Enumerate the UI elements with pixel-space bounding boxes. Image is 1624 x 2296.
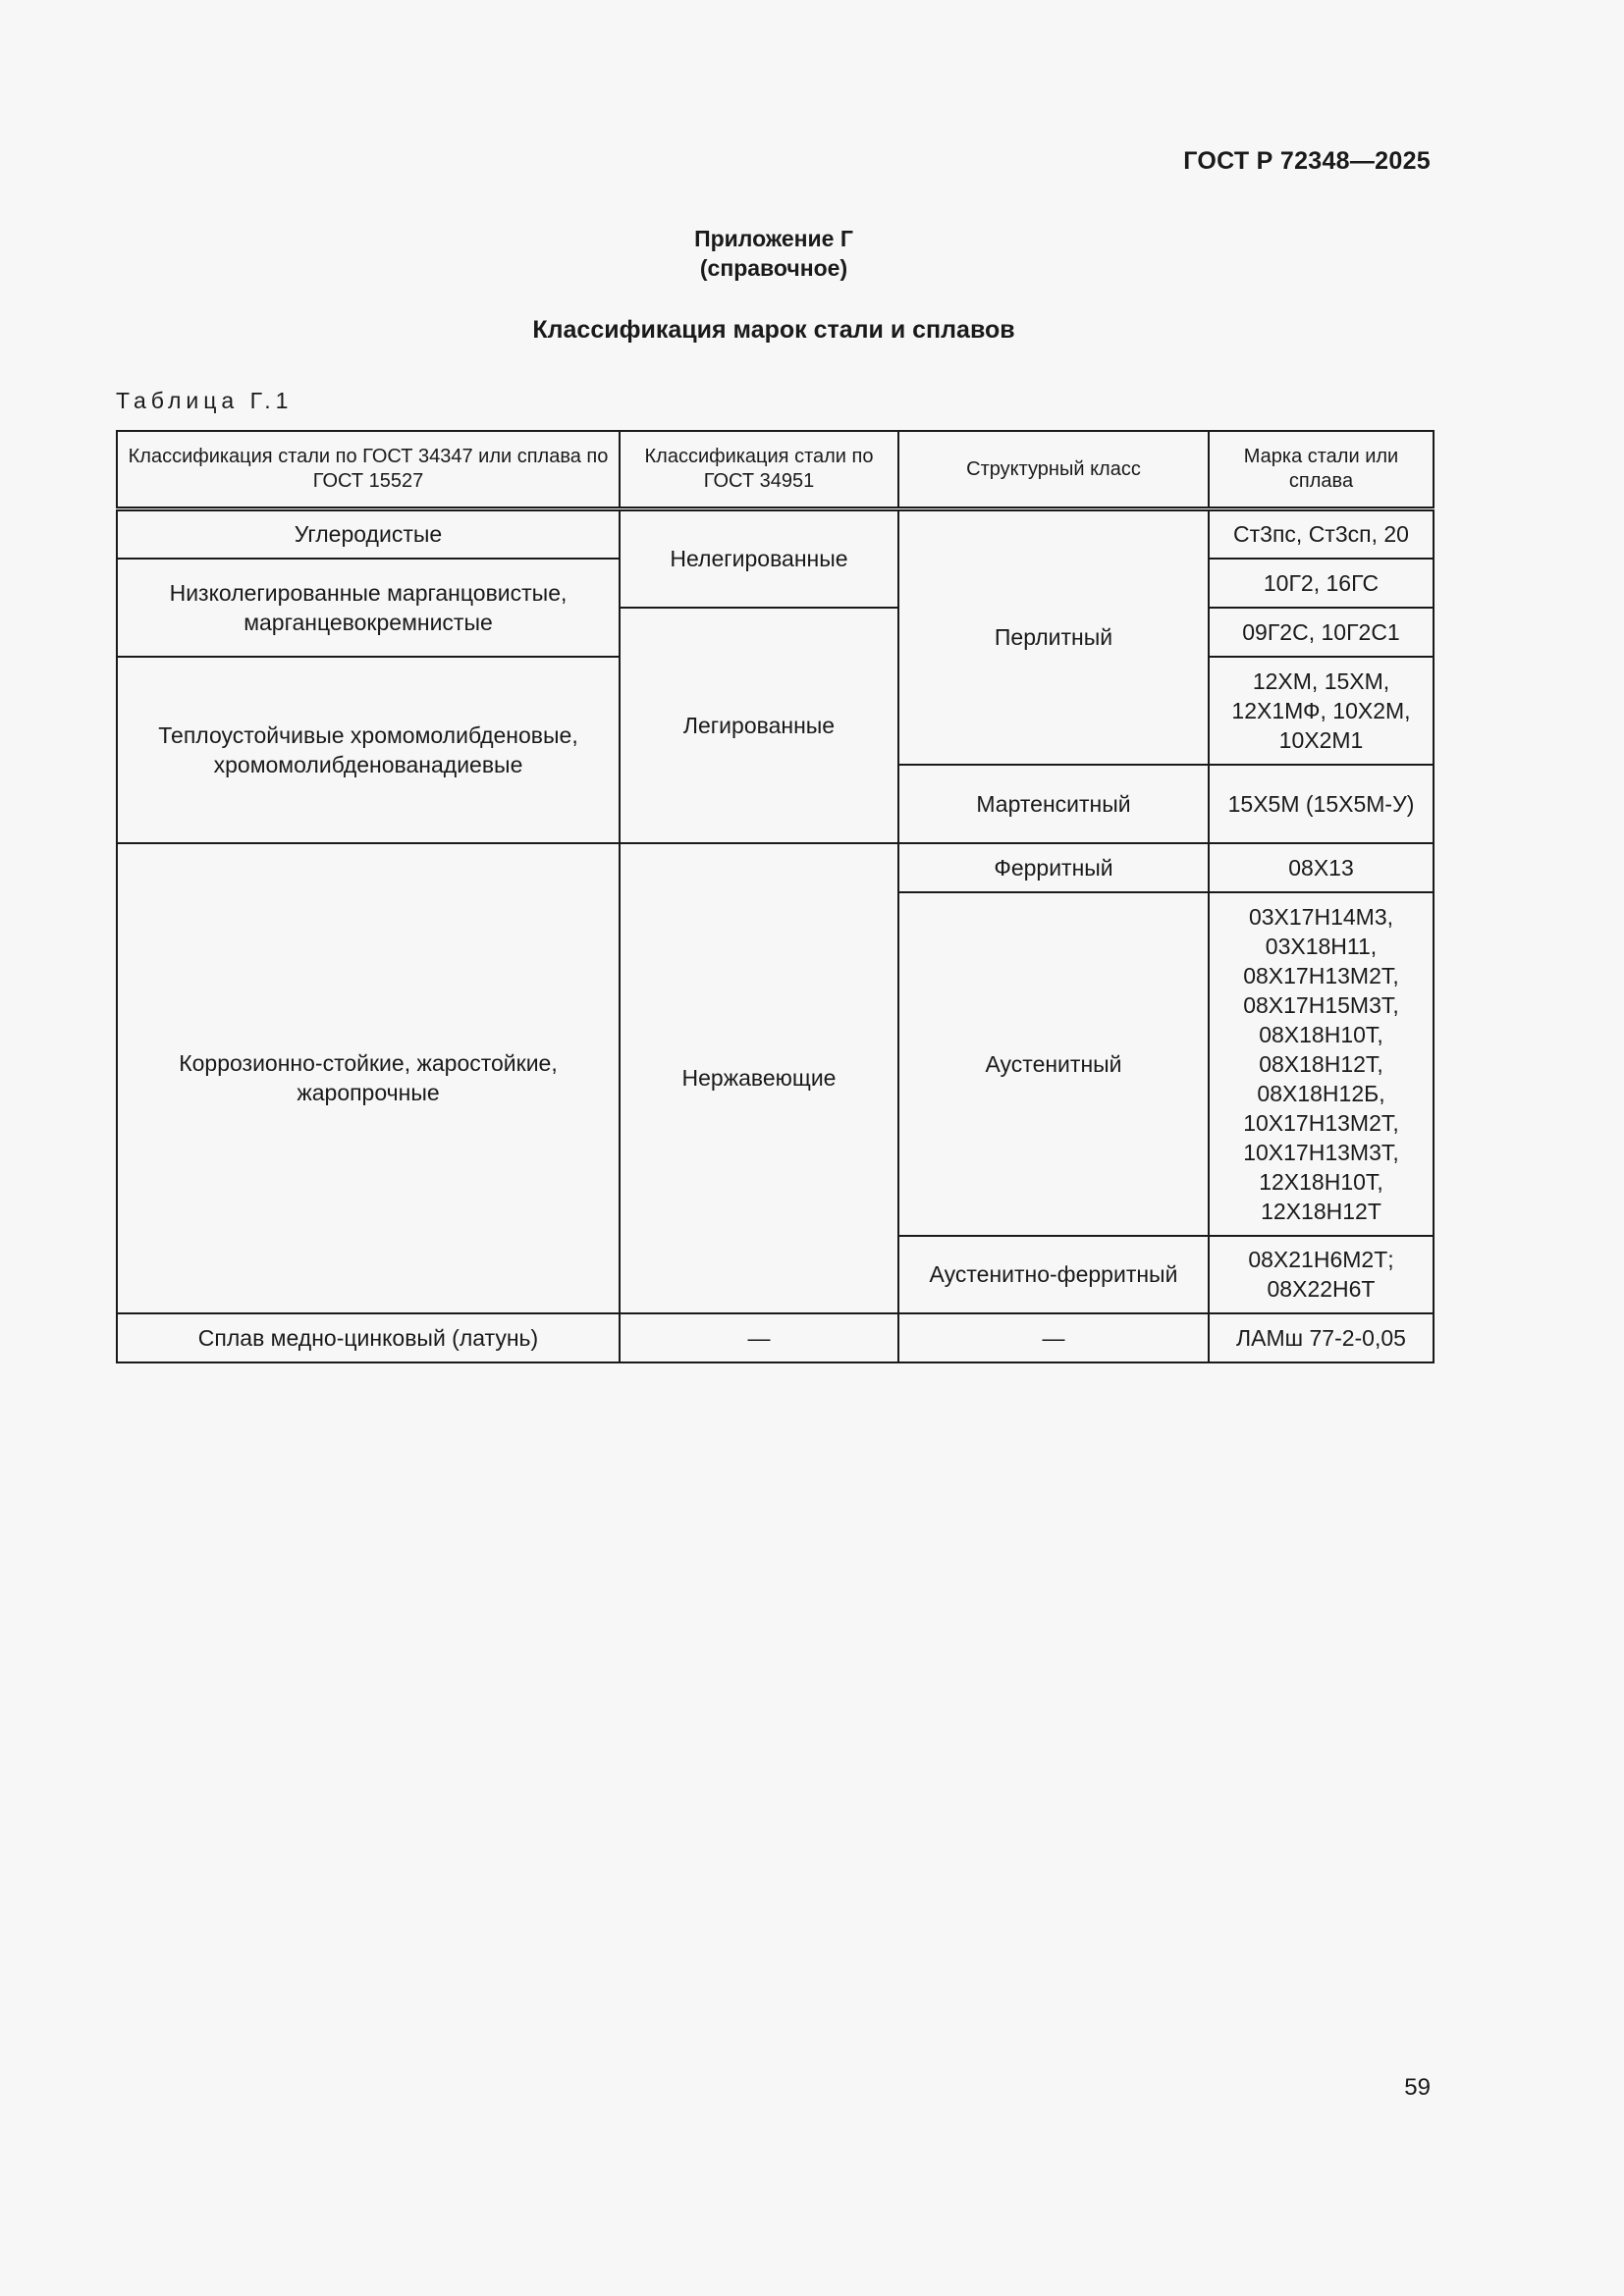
- structural-class-cell: Ферритный: [898, 843, 1209, 892]
- steel-classification-table: [116, 430, 1435, 1363]
- header-cell: Структурный класс: [898, 431, 1209, 509]
- table-row: [117, 843, 1434, 892]
- document-code: ГОСТ Р 72348—2025: [1183, 147, 1431, 175]
- grade-cell: 08Х21Н6М2Т; 08Х22Н6Т: [1209, 1236, 1434, 1313]
- structural-class-cell: Мартенситный: [898, 765, 1209, 843]
- grade-cell: 10Г2, 16ГС: [1209, 559, 1434, 608]
- table-header-row: [117, 431, 1434, 509]
- header-cell: Классификация стали по ГОСТ 34347 или сплава по ГОСТ 15527: [117, 431, 620, 509]
- grade-cell: 09Г2С, 10Г2С1: [1209, 608, 1434, 657]
- classification-cell: Углеродистые: [117, 509, 620, 559]
- classification-cell: Теплоустойчивые хромомолибденовые, хромомолибденованадиевые: [117, 657, 620, 843]
- appendix-subtitle: (справочное): [699, 255, 848, 281]
- table-row: [117, 1313, 1434, 1362]
- table-row: [117, 509, 1434, 559]
- grade-cell: ЛАМш 77-2-0,05: [1209, 1313, 1434, 1362]
- appendix-title: Приложение Г: [694, 226, 853, 251]
- structural-class-cell: Аустенитно-ферритный: [898, 1236, 1209, 1313]
- document-title: Классификация марок стали и сплавов: [532, 316, 1015, 344]
- page-number: 59: [1404, 2074, 1431, 2101]
- structural-class-cell: Аустенитный: [898, 892, 1209, 1236]
- classification-cell: Сплав медно-цинковый (латунь): [117, 1313, 620, 1362]
- table-label: Таблица Г.1: [116, 388, 294, 413]
- grade-cell: 08Х13: [1209, 843, 1434, 892]
- structural-class-cell: Перлитный: [898, 509, 1209, 765]
- grade-cell: 03Х17Н14М3, 03Х18Н11, 08Х17Н13М2Т, 08Х17Н15М3Т, 08Х18Н10Т, 08Х18Н12Т, 08Х18Н12Б, 10Х17Н13М2Т, 10Х17Н13М3Т, 12Х18Н10Т, 12Х18Н12Т: [1209, 892, 1434, 1236]
- gost34951-cell: —: [620, 1313, 898, 1362]
- gost34951-cell: Легированные: [620, 608, 898, 843]
- gost34951-cell: Нержавеющие: [620, 843, 898, 1313]
- grade-cell: 15Х5М (15Х5М-У): [1209, 765, 1434, 843]
- classification-cell: Коррозионно-стойкие, жаростойкие, жаропрочные: [117, 843, 620, 1313]
- gost34951-cell: Нелегированные: [620, 509, 898, 608]
- appendix-heading: [0, 224, 1547, 283]
- structural-class-cell: —: [898, 1313, 1209, 1362]
- classification-cell: Низколегированные марганцовистые, марганцевокремнистые: [117, 559, 620, 657]
- grade-cell: 12ХМ, 15ХМ, 12Х1МФ, 10Х2М, 10Х2М1: [1209, 657, 1434, 765]
- header-cell: Классификация стали по ГОСТ 34951: [620, 431, 898, 509]
- grade-cell: Ст3пс, Ст3сп, 20: [1209, 509, 1434, 559]
- header-cell: Марка стали или сплава: [1209, 431, 1434, 509]
